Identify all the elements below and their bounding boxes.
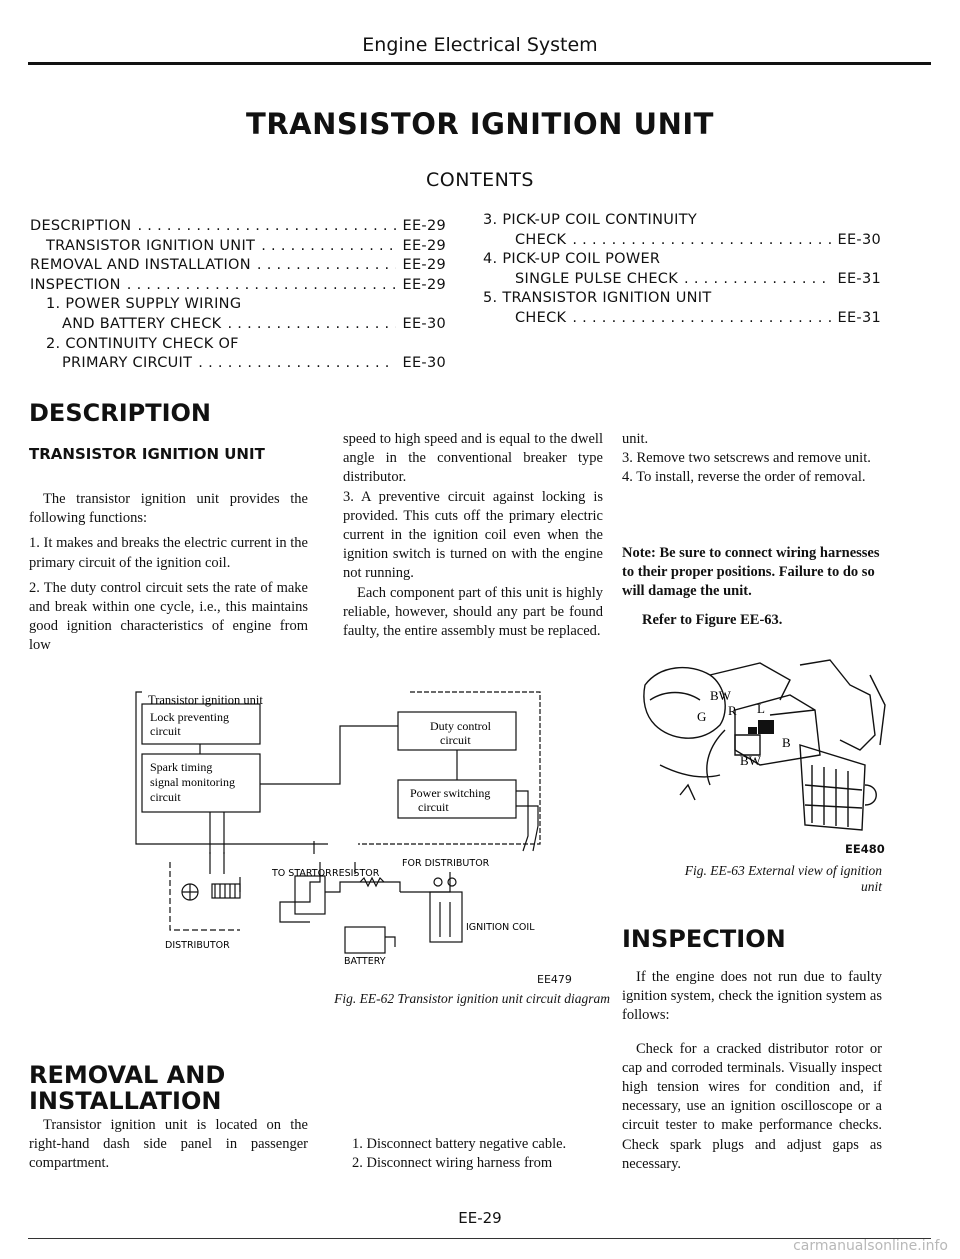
page-title: TRANSISTOR IGNITION UNIT bbox=[246, 107, 714, 141]
toc-leader-dots bbox=[127, 276, 397, 296]
toc-left bbox=[30, 217, 446, 374]
power-block: Power switching circuit bbox=[410, 786, 491, 814]
toc-entry bbox=[483, 289, 881, 309]
toc-entry-label: 1. POWER SUPPLY WIRING bbox=[46, 296, 242, 313]
toc-entry bbox=[30, 295, 446, 315]
paragraph: The transistor ignition unit provides the following functions: bbox=[29, 491, 308, 527]
toc-entry bbox=[483, 250, 881, 270]
heading-line: INSTALLATION bbox=[29, 1087, 222, 1115]
paragraph: 3. Remove two setscrews and remove unit. bbox=[622, 450, 871, 467]
toc-entry bbox=[30, 315, 446, 335]
toc-leader-dots bbox=[261, 237, 396, 257]
toc-entry-label: 5. TRANSISTOR IGNITION UNIT bbox=[483, 290, 712, 307]
battery-label: BATTERY bbox=[344, 956, 386, 967]
toc-right bbox=[483, 211, 881, 329]
caption-text: Transistor ignition unit circuit diagram bbox=[397, 991, 610, 1006]
toc-leader-dots bbox=[572, 309, 831, 329]
toc-leader-dots bbox=[257, 256, 397, 276]
caption-prefix: Fig. EE-62 bbox=[334, 991, 395, 1006]
toc-entry-label: 4. PICK-UP COIL POWER bbox=[483, 251, 661, 268]
header-rule bbox=[28, 62, 931, 65]
toc-entry bbox=[483, 211, 881, 231]
wire-label-b: B bbox=[782, 735, 791, 750]
removal-text bbox=[29, 1116, 308, 1174]
toc-entry bbox=[483, 231, 881, 251]
toc-entry bbox=[30, 276, 446, 296]
circuit-diagram-lower bbox=[160, 852, 610, 972]
wire-label-l: L bbox=[757, 701, 765, 716]
toc-entry bbox=[30, 237, 446, 257]
figure-code: EE480 bbox=[845, 842, 885, 856]
note bbox=[622, 544, 882, 602]
toc-entry bbox=[483, 309, 881, 329]
toc-entry bbox=[30, 354, 446, 374]
inspection-text bbox=[622, 968, 882, 1174]
for-distributor-label: FOR DISTRIBUTOR bbox=[402, 858, 490, 869]
toc-entry-page: EE-29 bbox=[402, 237, 446, 254]
toc-entry-page: EE-30 bbox=[402, 355, 446, 372]
toc-entry-label: SINGLE PULSE CHECK bbox=[515, 270, 679, 287]
lock-block: Lock preventing circuit bbox=[150, 710, 229, 738]
circuit-diagram bbox=[128, 686, 618, 854]
toc-leader-dots bbox=[572, 231, 831, 251]
toc-entry-page: EE-29 bbox=[402, 218, 446, 234]
paragraph: 2. Disconnect wiring harness from bbox=[352, 1155, 553, 1172]
running-header: Engine Electrical System bbox=[362, 34, 598, 56]
page-number: EE-29 bbox=[458, 1209, 502, 1227]
distributor-label: DISTRIBUTOR bbox=[165, 940, 230, 951]
paragraph: Transistor ignition unit is located on the right-hand dash side panel in passenger compartment. bbox=[29, 1117, 308, 1172]
wire-label-bw-2: BW bbox=[740, 753, 761, 768]
paragraph: 3. A preventive circuit against locking is provided. This cuts off the primary electric current in the ignition coil even when the ignition switch is turned on with the engine not running. bbox=[343, 488, 603, 582]
paragraph: 1. Disconnect battery negative cable. bbox=[352, 1136, 567, 1152]
toc-entry-label: AND BATTERY CHECK bbox=[62, 315, 222, 332]
toc-entry-label: PRIMARY CIRCUIT bbox=[62, 355, 193, 372]
toc-leader-dots bbox=[227, 315, 396, 335]
figure-62-caption bbox=[240, 991, 610, 1007]
toc-entry-page: EE-30 bbox=[837, 231, 881, 248]
toc-entry-page: EE-31 bbox=[837, 270, 881, 287]
figure-62-code: EE479 bbox=[537, 973, 572, 986]
toc-entry bbox=[30, 335, 446, 355]
toc-entry-page: EE-29 bbox=[402, 276, 446, 293]
figure-63-caption bbox=[672, 863, 882, 895]
toc-entry-label: 3. PICK-UP COIL CONTINUITY bbox=[483, 212, 698, 228]
toc-leader-dots bbox=[684, 270, 831, 290]
toc-entry-label: 2. CONTINUITY CHECK OF bbox=[46, 335, 239, 352]
wire-label-r: R bbox=[728, 703, 737, 718]
description-subheading: TRANSISTOR IGNITION UNIT bbox=[29, 445, 265, 463]
toc-entry-page: EE-30 bbox=[402, 315, 446, 332]
toc-entry bbox=[30, 256, 446, 276]
unit-label: Transistor ignition unit bbox=[148, 693, 263, 707]
description-column-2 bbox=[343, 430, 603, 641]
toc-entry-label: INSPECTION bbox=[30, 276, 121, 293]
paragraph: unit. bbox=[622, 431, 649, 447]
note-text: Be sure to connect wiring harnesses to their proper positions. Failure to do so will damage the unit. bbox=[622, 545, 880, 600]
external-view-illustration bbox=[640, 655, 890, 845]
note-reference: Refer to Figure EE-63. bbox=[642, 612, 783, 628]
toc-entry bbox=[30, 217, 446, 237]
paragraph: Check for a cracked distributor rotor or cap and corroded terminals. Visually inspect high tension wires for condition and, if necessary, use an ignition oscilloscope or a circuit tester to make performance checks. Check spark plugs and adjust gaps as necessary. bbox=[622, 1040, 882, 1172]
caption-text: External view of ignition unit bbox=[748, 863, 882, 894]
heading-line: REMOVAL AND bbox=[29, 1061, 226, 1089]
toc-entry-label: DESCRIPTION bbox=[30, 218, 132, 234]
toc-entry-page: EE-29 bbox=[402, 257, 446, 274]
spark-block: Spark timing signal monitoring circuit bbox=[150, 760, 235, 804]
removal-steps bbox=[352, 1135, 608, 1173]
inspection-heading: INSPECTION bbox=[622, 925, 786, 953]
toc-entry bbox=[483, 270, 881, 290]
note-label: Note: bbox=[622, 545, 656, 561]
paragraph: 1. It makes and breaks the electric current in the primary circuit of the ignition coil. bbox=[29, 535, 308, 571]
toc-leader-dots bbox=[198, 354, 396, 374]
duty-block: Duty control circuit bbox=[430, 719, 491, 747]
description-column-1 bbox=[29, 490, 308, 656]
toc-entry-page: EE-31 bbox=[837, 309, 881, 326]
contents-title: CONTENTS bbox=[426, 169, 534, 191]
ignition-coil-label: IGNITION COIL bbox=[466, 922, 535, 933]
paragraph: Each component part of this unit is highly reliable, however, should any part be found faulty, the entire assembly must be replaced. bbox=[343, 584, 603, 640]
wire-label-bw: BW bbox=[710, 688, 731, 703]
wire-label-g: G bbox=[697, 709, 707, 724]
watermark: carmanualsonline.info bbox=[793, 1238, 948, 1254]
toc-entry-label: CHECK bbox=[515, 309, 567, 326]
paragraph: 4. To install, reverse the order of removal. bbox=[622, 469, 866, 486]
to-starter-label: TO STARTOR bbox=[272, 868, 332, 879]
toc-entry-label: REMOVAL AND INSTALLATION bbox=[30, 257, 251, 274]
removal-column-3 bbox=[622, 430, 882, 488]
description-heading: DESCRIPTION bbox=[29, 399, 212, 427]
caption-prefix: Fig. EE-63 bbox=[684, 863, 745, 878]
paragraph: 2. The duty control circuit sets the rate of make and break within one cycle, i.e., this maintains good ignition characteristics of engine from low bbox=[29, 579, 308, 654]
toc-entry-label: TRANSISTOR IGNITION UNIT bbox=[46, 237, 256, 254]
toc-entry-label: CHECK bbox=[515, 231, 567, 248]
toc-leader-dots bbox=[137, 217, 396, 237]
resistor-label: RESISTOR bbox=[332, 868, 380, 879]
paragraph: If the engine does not run due to faulty ignition system, check the ignition system as follows: bbox=[622, 969, 882, 1024]
removal-heading bbox=[29, 1062, 289, 1114]
paragraph: speed to high speed and is equal to the dwell angle in the conventional breaker type distributor. bbox=[343, 431, 603, 486]
